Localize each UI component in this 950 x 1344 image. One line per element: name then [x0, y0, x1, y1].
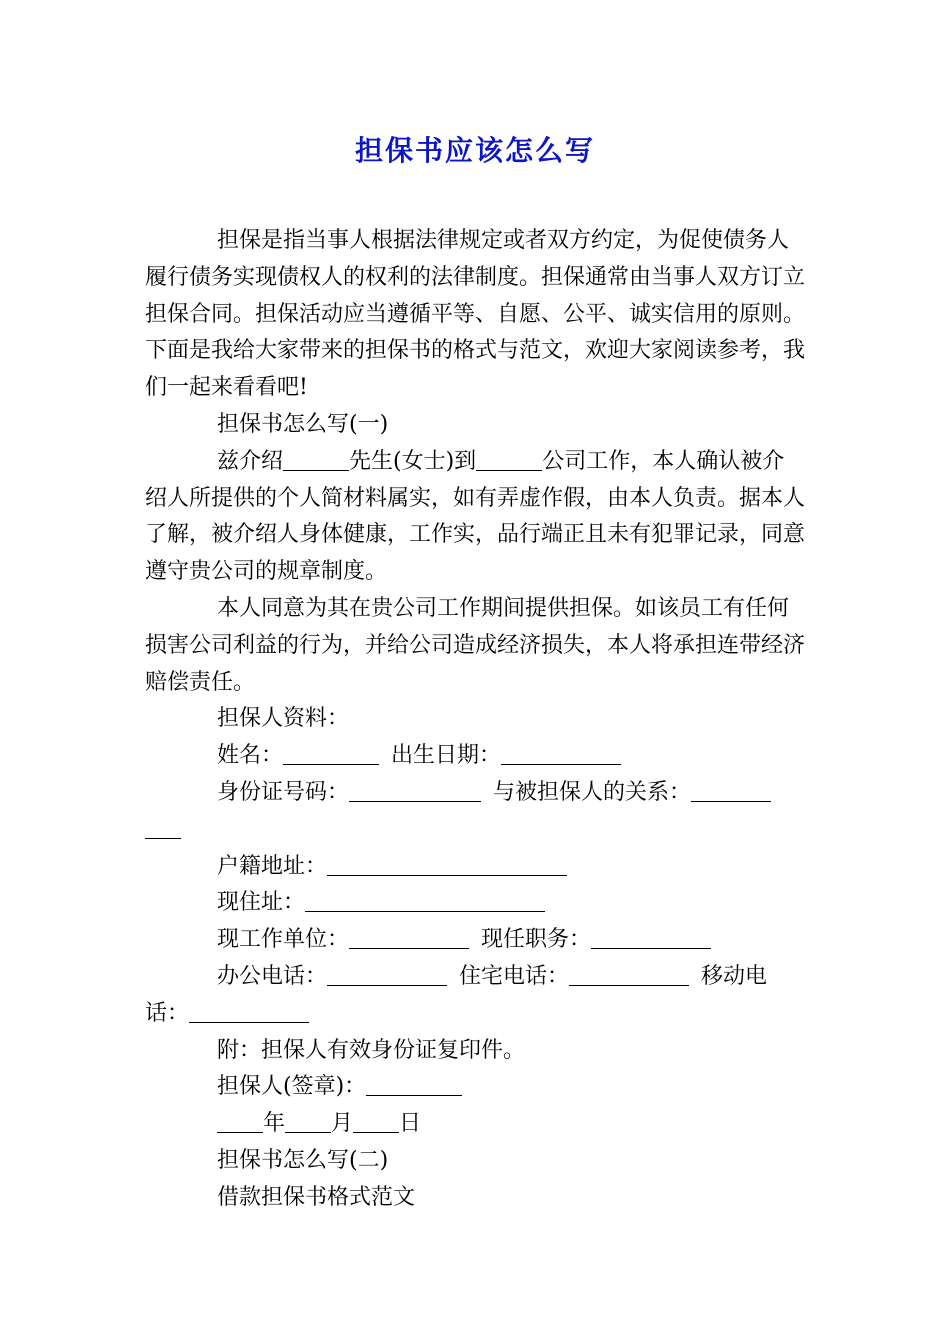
p1-prefix: 兹介绍 — [217, 448, 284, 474]
office-phone-field — [327, 963, 447, 986]
name-blank — [283, 448, 349, 471]
section2-subheading: 借款担保书格式范文 — [217, 1184, 416, 1210]
address-field — [305, 889, 545, 912]
mobile-label: 移动电话： — [145, 963, 768, 1026]
id-relation-row — [145, 775, 805, 849]
household-label: 户籍地址： — [217, 853, 328, 879]
document-body — [145, 223, 805, 1217]
guarantee-paragraph: 本人同意为其在贵公司工作期间提供担保。如该员工有任何损害公司利益的行为，并给公司造成经济损失，本人将承担连带经济赔偿责任。 — [145, 595, 806, 695]
introduction-paragraph — [145, 444, 805, 591]
name-field — [283, 742, 379, 765]
name-label: 姓名： — [217, 743, 284, 769]
attachment-note: 附：担保人有效身份证复印件。 — [217, 1037, 526, 1063]
name-birth-row — [145, 738, 805, 775]
document-title: 担保书应该怎么写 — [354, 134, 595, 167]
company-blank — [476, 448, 542, 471]
phone-row — [145, 959, 805, 1033]
home-phone-field — [569, 963, 689, 986]
p1-mid: 先生(女士)到 — [349, 448, 477, 474]
relation-field-continued — [145, 816, 181, 839]
signature-row — [145, 1069, 805, 1106]
month-label: 月 — [331, 1111, 354, 1137]
mobile-field — [189, 1000, 309, 1023]
position-label: 现任职务： — [481, 927, 592, 953]
month-field — [285, 1110, 331, 1133]
year-label: 年 — [263, 1111, 286, 1137]
employer-label: 现工作单位： — [217, 927, 350, 953]
relation-field — [691, 779, 771, 802]
date-row — [145, 1106, 805, 1143]
section1-heading: 担保书怎么写(一) — [217, 411, 389, 437]
id-label: 身份证号码： — [217, 779, 350, 805]
p1-suffix: 公司工作，本人确认被介绍人所提供的个人简材料属实，如有弄虚作假，由本人负责。据本人了解，被介绍人身体健康，工作实，品行端正且未有犯罪记录，同意遵守贵公司的规章制度。 — [145, 448, 806, 585]
address-label: 现住址： — [217, 890, 306, 916]
employer-row — [145, 922, 805, 959]
signature-label: 担保人(签章)： — [217, 1074, 367, 1100]
household-row — [145, 849, 805, 886]
office-phone-label: 办公电话： — [217, 963, 328, 989]
info-heading: 担保人资料： — [217, 706, 350, 732]
birth-label: 出生日期： — [391, 743, 502, 769]
position-field — [591, 926, 711, 949]
day-label: 日 — [399, 1111, 422, 1137]
address-row — [145, 885, 805, 922]
day-field — [353, 1110, 399, 1133]
employer-field — [349, 926, 469, 949]
signature-field — [366, 1073, 462, 1096]
intro-paragraph: 担保是指当事人根据法律规定或者双方约定，为促使债务人履行债务实现债权人的权利的法律制度。担保通常由当事人双方订立担保合同。担保活动应当遵循平等、自愿、公平、诚实信用的原则。下面是我给大家带来的担保书的格式与范文，欢迎大家阅读参考，我们一起来看看吧! — [145, 228, 806, 401]
year-field — [217, 1110, 263, 1133]
household-field — [327, 853, 567, 876]
section2-heading: 担保书怎么写(二) — [217, 1147, 389, 1173]
relation-label: 与被担保人的关系： — [493, 779, 692, 805]
birth-field — [501, 742, 621, 765]
id-field — [349, 779, 481, 802]
home-phone-label: 住宅电话： — [459, 963, 570, 989]
